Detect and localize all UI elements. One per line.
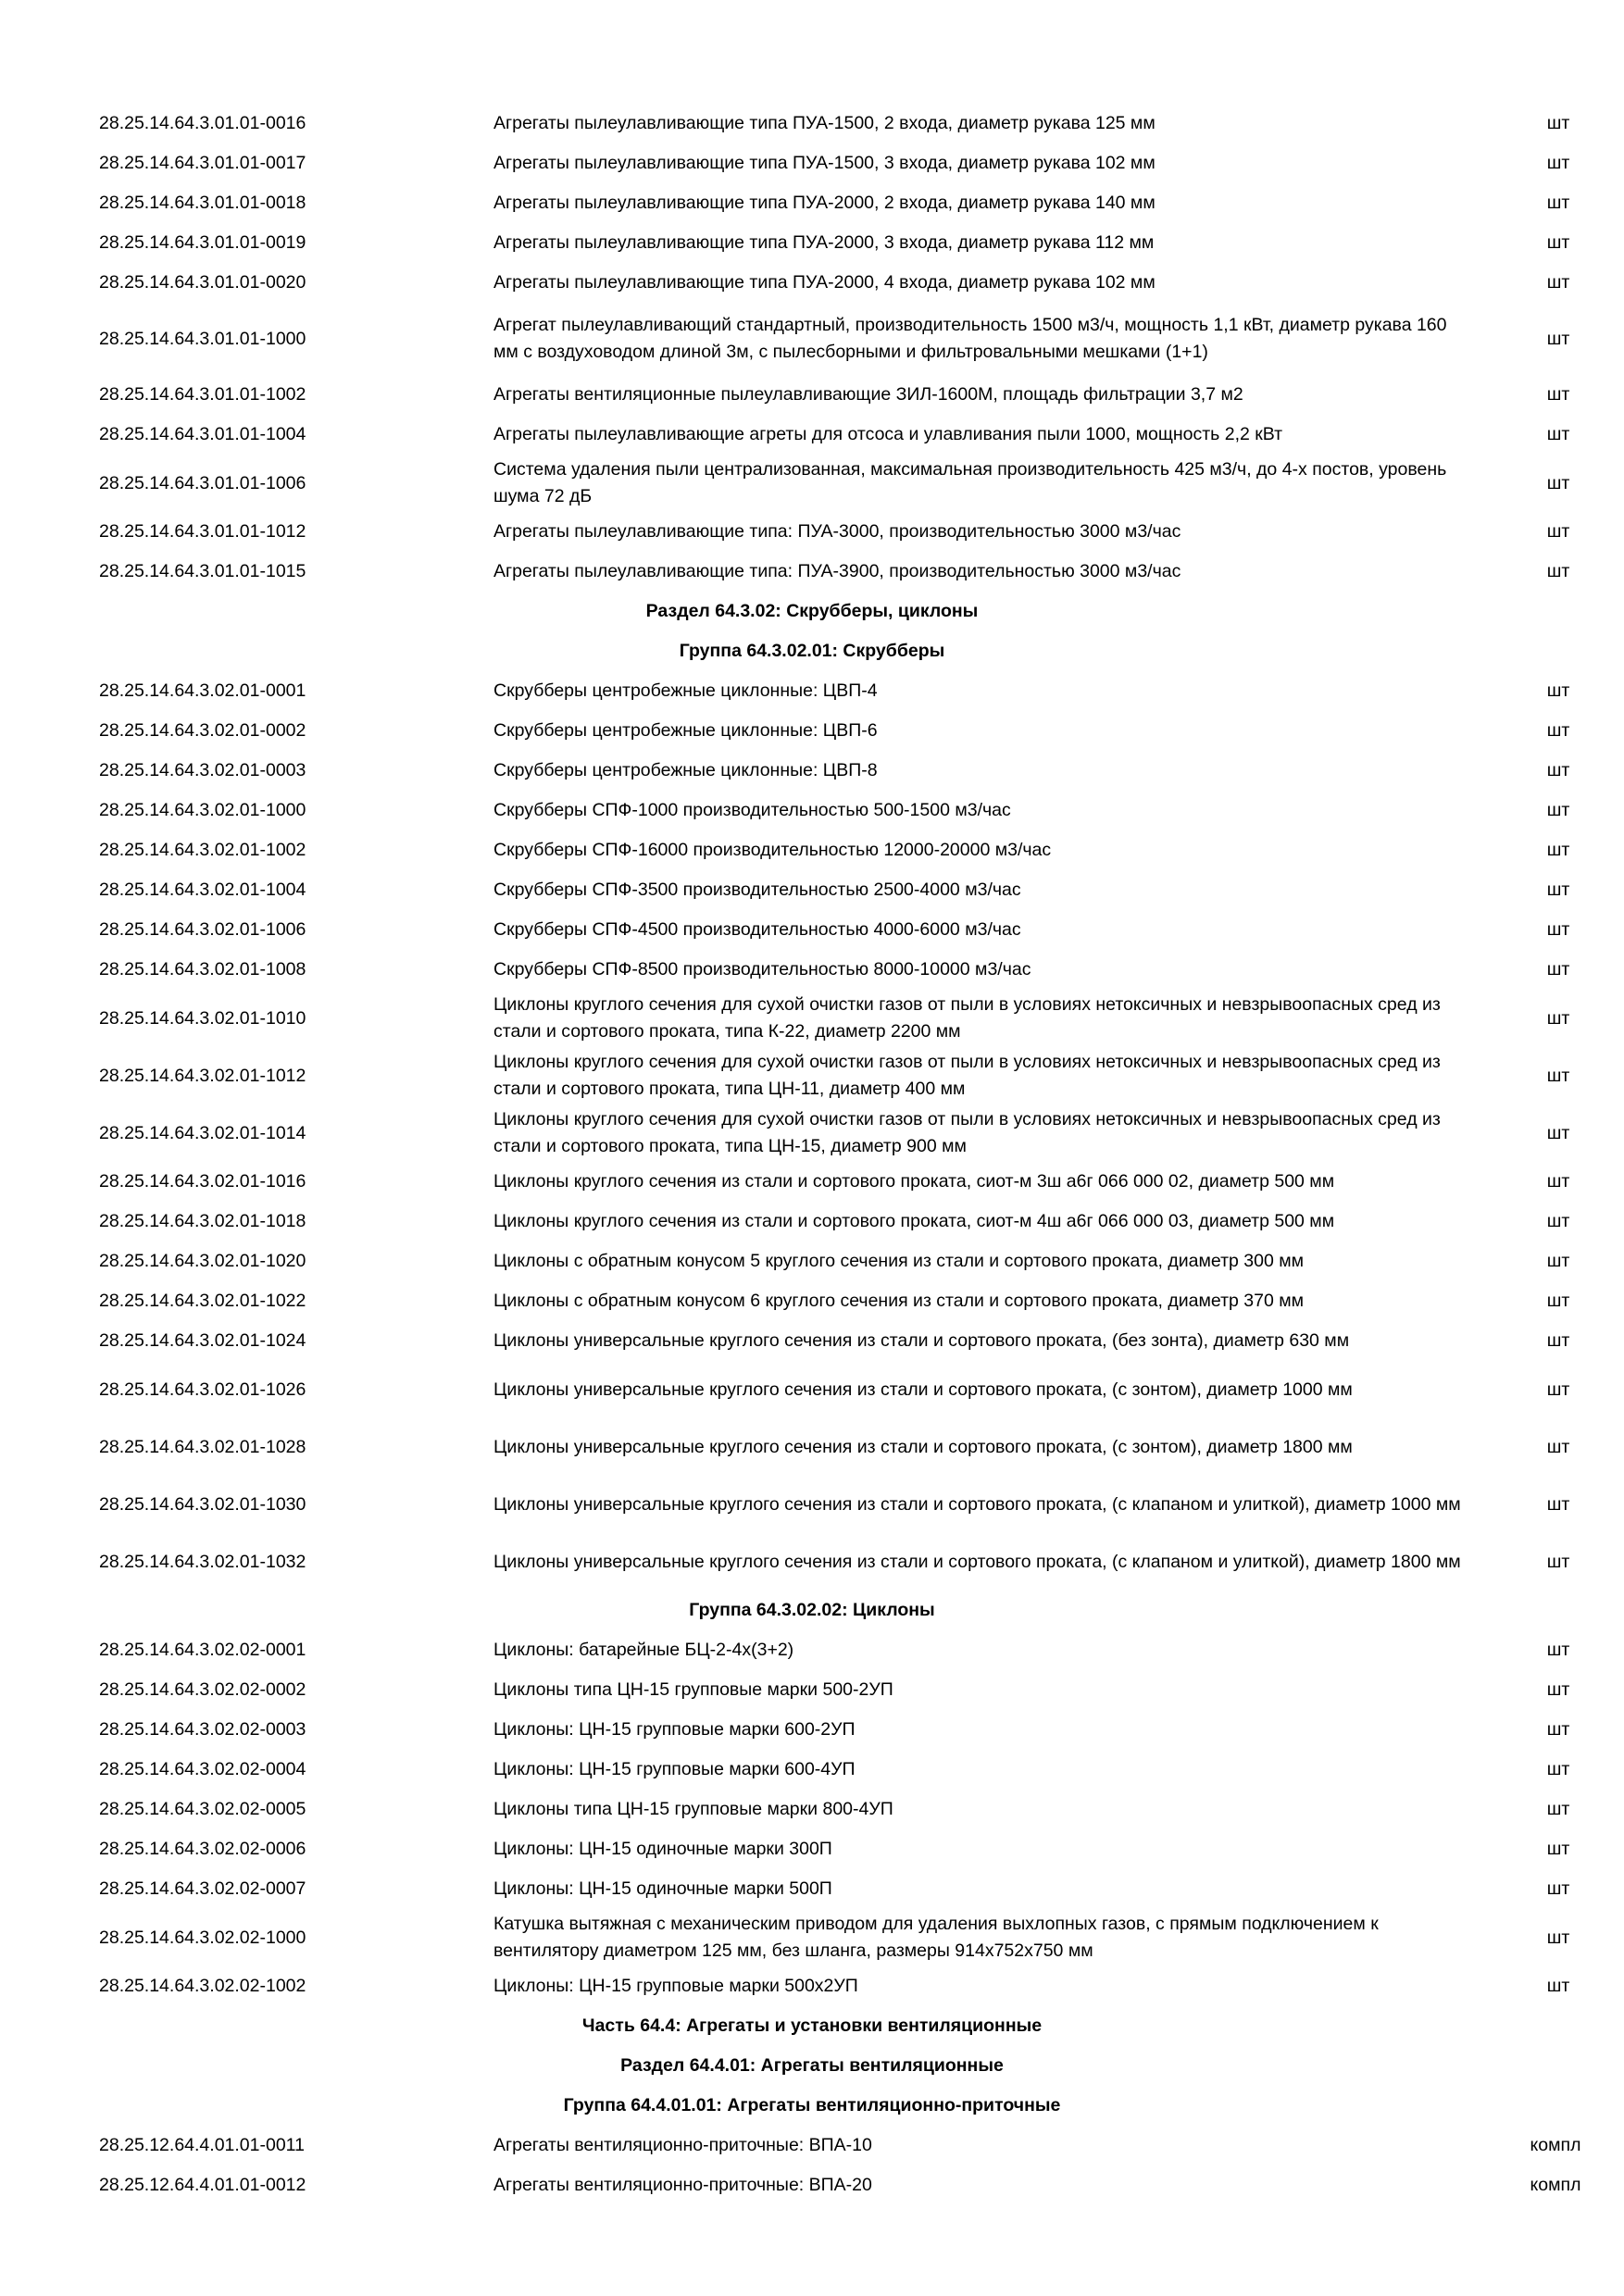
- resource-description: Циклоны универсальные круглого сечения из стали и сортового проката, (с зонтом), диаметр 1800 мм: [493, 1436, 1353, 1457]
- unit-of-measure: шт: [1546, 1211, 1570, 1231]
- section-heading: Группа 64.3.02.01: Скрубберы: [679, 641, 945, 661]
- resource-description: Скрубберы СПФ-3500 производительностью 2500-4000 м3/час: [493, 880, 1021, 900]
- unit-of-measure: шт: [1546, 1007, 1570, 1029]
- unit-of-measure: шт: [1546, 1839, 1570, 1859]
- unit-of-measure: шт: [1546, 1493, 1570, 1515]
- table-row: [0, 830, 1624, 870]
- table-row: [0, 263, 1624, 303]
- resource-description: Агрегаты пылеулавливающие типа ПУА-2000, 3 входа, диаметр рукава 112 мм: [493, 232, 1155, 253]
- resource-code: 28.25.14.64.3.02.01-1028: [99, 1436, 306, 1457]
- resource-code: 28.25.14.64.3.02.02-0002: [99, 1679, 306, 1700]
- table-row: [0, 1533, 1624, 1591]
- resource-description: Циклоны универсальные круглого сечения из стали и сортового проката, (с клапаном и улиткой), диаметр 1000 мм: [493, 1493, 1461, 1515]
- resource-description: Агрегаты пылеулавливающие типа ПУА-1500, 3 входа, диаметр рукава 102 мм: [493, 153, 1156, 173]
- resource-code: 28.25.14.64.3.02.01-1010: [99, 1007, 306, 1029]
- resource-code: 28.25.14.64.3.02.01-1020: [99, 1251, 306, 1271]
- table-row: [0, 1630, 1624, 1670]
- resource-description: Циклоны с обратным конусом 5 круглого сечения из стали и сортового проката, диаметр 300 мм: [493, 1251, 1305, 1271]
- resource-description: Агрегаты вентиляционно-приточные: ВПА-20: [493, 2175, 872, 2195]
- table-row: [0, 791, 1624, 830]
- resource-description: Циклоны: ЦН-15 одиночные марки 300П: [493, 1839, 832, 1859]
- resource-description: Циклоны универсальные круглого сечения из стали и сортового проката, (без зонта), диаметр 630 мм: [493, 1330, 1350, 1351]
- unit-of-measure: шт: [1546, 800, 1570, 820]
- table-row: [0, 1162, 1624, 1202]
- table-row: [0, 1242, 1624, 1281]
- resource-description: Агрегаты вентиляционно-приточные: ВПА-10: [493, 2135, 872, 2155]
- resource-description: Циклоны круглого сечения из стали и сортового проката, сиот-м 3ш а6г 066 000 02, диаметр 500 мм: [493, 1171, 1335, 1192]
- unit-of-measure: шт: [1546, 1330, 1570, 1351]
- price-list-table: [0, 104, 1624, 2205]
- resource-description: Циклоны типа ЦН-15 групповые марки 800-4УП: [493, 1799, 893, 1819]
- table-row: [0, 223, 1624, 263]
- unit-of-measure: шт: [1546, 720, 1570, 741]
- resource-code: 28.25.14.64.3.02.01-0001: [99, 680, 306, 701]
- unit-of-measure: шт: [1546, 1799, 1570, 1819]
- unit-of-measure: шт: [1546, 561, 1570, 581]
- table-row: [0, 1750, 1624, 1790]
- table-row: [0, 1047, 1624, 1104]
- unit-of-measure: шт: [1546, 193, 1570, 213]
- resource-code: 28.25.14.64.3.02.02-0004: [99, 1759, 306, 1779]
- resource-description: Система удаления пыли централизованная, максимальная производительность 425 м3/ч, до 4-х постов, уровень шума 72 дБ: [493, 459, 1447, 506]
- unit-of-measure: компл: [1530, 2135, 1581, 2155]
- unit-of-measure: шт: [1546, 680, 1570, 701]
- resource-description: Циклоны: ЦН-15 групповые марки 500х2УП: [493, 1976, 858, 1996]
- table-row: [0, 303, 1624, 375]
- resource-code: 28.25.14.64.3.02.02-0007: [99, 1878, 306, 1899]
- resource-description: Скрубберы СПФ-8500 производительностью 8000-10000 м3/час: [493, 959, 1031, 980]
- resource-code: 28.25.14.64.3.02.01-0002: [99, 720, 306, 741]
- table-row: [0, 950, 1624, 990]
- resource-description: Агрегат пылеулавливающий стандартный, производительность 1500 м3/ч, мощность 1,1 кВт, диаметр рукава 160 мм с воздуховодом длиной 3м, с пылесборными и фильтровальными мешками (1+1): [493, 315, 1447, 362]
- table-row: [0, 671, 1624, 711]
- table-row: [0, 990, 1624, 1047]
- unit-of-measure: шт: [1546, 1759, 1570, 1779]
- unit-of-measure: компл: [1530, 2175, 1581, 2195]
- table-row: [0, 1829, 1624, 1869]
- resource-description: Циклоны: батарейные БЦ-2-4х(3+2): [493, 1640, 794, 1660]
- resource-description: Циклоны типа ЦН-15 групповые марки 500-2УП: [493, 1679, 893, 1700]
- resource-code: 28.25.14.64.3.02.01-0003: [99, 760, 306, 780]
- table-row: [0, 104, 1624, 144]
- resource-description: Скрубберы СПФ-1000 производительностью 500-1500 м3/час: [493, 800, 1011, 820]
- table-row: [0, 1418, 1624, 1476]
- resource-code: 28.25.14.64.3.02.01-1030: [99, 1493, 306, 1515]
- table-row: [0, 711, 1624, 751]
- resource-code: 28.25.14.64.3.02.01-1014: [99, 1122, 306, 1143]
- resource-description: Агрегаты пылеулавливающие типа ПУА-1500, 2 входа, диаметр рукава 125 мм: [493, 113, 1156, 133]
- table-row: [0, 870, 1624, 910]
- unit-of-measure: шт: [1546, 424, 1570, 444]
- table-row: [0, 910, 1624, 950]
- resource-description: Агрегаты пылеулавливающие агреты для отсоса и улавливания пыли 1000, мощность 2,2 кВт: [493, 424, 1283, 444]
- table-row: [0, 1790, 1624, 1829]
- table-row: [0, 1202, 1624, 1242]
- resource-code: 28.25.14.64.3.01.01-0018: [99, 193, 306, 213]
- unit-of-measure: шт: [1546, 232, 1570, 253]
- unit-of-measure: шт: [1546, 1251, 1570, 1271]
- resource-description: Скрубберы центробежные циклонные: ЦВП-8: [493, 760, 878, 780]
- unit-of-measure: шт: [1546, 1679, 1570, 1700]
- resource-code: 28.25.14.64.3.02.02-1002: [99, 1976, 306, 1996]
- table-row: [0, 1710, 1624, 1750]
- section-heading: Раздел 64.4.01: Агрегаты вентиляционные: [620, 2055, 1004, 2076]
- resource-description: Циклоны круглого сечения для сухой очистки газов от пыли в условиях нетоксичных и невзрывоопасных сред из стали и сортового проката, типа ЦН-15, диаметр 900 мм: [493, 1109, 1441, 1156]
- unit-of-measure: шт: [1546, 880, 1570, 900]
- table-row: [0, 183, 1624, 223]
- resource-code: 28.25.14.64.3.01.01-1004: [99, 424, 306, 444]
- unit-of-measure: шт: [1546, 1927, 1570, 1948]
- resource-description: Катушка вытяжная с механическим приводом для удаления выхлопных газов, с прямым подключением к вентилятору диаметром 125 мм, без шланга, размеры 914х752х750 мм: [493, 1914, 1379, 1961]
- resource-description: Агрегаты пылеулавливающие типа: ПУА-3000, производительностью 3000 м3/час: [493, 521, 1181, 542]
- unit-of-measure: шт: [1546, 1719, 1570, 1740]
- unit-of-measure: шт: [1546, 919, 1570, 940]
- resource-description: Скрубберы СПФ-4500 производительностью 4000-6000 м3/час: [493, 919, 1021, 940]
- resource-code: 28.25.12.64.4.01.01-0012: [99, 2175, 306, 2195]
- table-row: [0, 1966, 1624, 2006]
- unit-of-measure: шт: [1546, 760, 1570, 780]
- table-row: [0, 2126, 1624, 2165]
- table-row: [0, 1104, 1624, 1162]
- unit-of-measure: шт: [1546, 1436, 1570, 1457]
- resource-code: 28.25.14.64.3.01.01-1015: [99, 561, 306, 581]
- resource-description: Циклоны: ЦН-15 одиночные марки 500П: [493, 1878, 832, 1899]
- unit-of-measure: шт: [1546, 521, 1570, 542]
- table-row: [0, 1281, 1624, 1321]
- resource-description: Агрегаты пылеулавливающие типа: ПУА-3900, производительностью 3000 м3/час: [493, 561, 1181, 581]
- table-row: [0, 1361, 1624, 1418]
- table-row: [0, 1476, 1624, 1533]
- resource-description: Циклоны универсальные круглого сечения из стали и сортового проката, (с зонтом), диаметр 1000 мм: [493, 1379, 1353, 1400]
- resource-code: 28.25.14.64.3.02.01-1012: [99, 1065, 306, 1086]
- unit-of-measure: шт: [1546, 840, 1570, 860]
- resource-code: 28.25.14.64.3.02.01-1016: [99, 1171, 306, 1192]
- resource-code: 28.25.14.64.3.02.01-1032: [99, 1551, 306, 1572]
- resource-description: Агрегаты пылеулавливающие типа ПУА-2000, 4 входа, диаметр рукава 102 мм: [493, 272, 1156, 293]
- resource-code: 28.25.14.64.3.01.01-0019: [99, 232, 306, 253]
- table-row: [0, 144, 1624, 183]
- resource-description: Циклоны круглого сечения для сухой очистки газов от пыли в условиях нетоксичных и невзрывоопасных сред из стали и сортового проката, типа ЦН-11, диаметр 400 мм: [493, 1052, 1441, 1099]
- section-heading: Группа 64.3.02.02: Циклоны: [689, 1600, 935, 1620]
- resource-code: 28.25.14.64.3.01.01-0020: [99, 272, 306, 293]
- table-row: [0, 415, 1624, 455]
- resource-code: 28.25.14.64.3.02.01-1004: [99, 880, 306, 900]
- unit-of-measure: шт: [1546, 384, 1570, 405]
- table-row: [0, 455, 1624, 512]
- unit-of-measure: шт: [1546, 272, 1570, 293]
- resource-description: Скрубберы СПФ-16000 производительностью 12000-20000 м3/час: [493, 840, 1052, 860]
- resource-code: 28.25.14.64.3.02.02-0006: [99, 1839, 306, 1859]
- resource-code: 28.25.14.64.3.02.01-1000: [99, 800, 306, 820]
- table-row: [0, 1869, 1624, 1909]
- resource-description: Агрегаты вентиляционные пылеулавливающие ЗИЛ-1600М, площадь фильтрации 3,7 м2: [493, 384, 1243, 405]
- unit-of-measure: шт: [1546, 1379, 1570, 1400]
- resource-description: Циклоны круглого сечения из стали и сортового проката, сиот-м 4ш а6г 066 000 03, диаметр 500 мм: [493, 1211, 1335, 1231]
- section-heading: Часть 64.4: Агрегаты и установки вентиляционные: [581, 2015, 1043, 2036]
- unit-of-measure: шт: [1546, 1640, 1570, 1660]
- unit-of-measure: шт: [1546, 1551, 1570, 1572]
- resource-code: 28.25.14.64.3.02.01-1006: [99, 919, 306, 940]
- resource-code: 28.25.14.64.3.02.01-1002: [99, 840, 306, 860]
- unit-of-measure: шт: [1546, 1976, 1570, 1996]
- resource-code: 28.25.12.64.4.01.01-0011: [99, 2135, 305, 2155]
- resource-code: 28.25.14.64.3.01.01-0016: [99, 113, 306, 133]
- table-row: [0, 2165, 1624, 2205]
- resource-code: 28.25.14.64.3.01.01-1002: [99, 384, 306, 405]
- unit-of-measure: шт: [1546, 113, 1570, 133]
- unit-of-measure: шт: [1546, 1171, 1570, 1192]
- resource-code: 28.25.14.64.3.02.02-0005: [99, 1799, 306, 1819]
- table-row: [0, 1670, 1624, 1710]
- unit-of-measure: шт: [1546, 472, 1570, 493]
- table-row: [0, 552, 1624, 592]
- unit-of-measure: шт: [1546, 1122, 1570, 1143]
- unit-of-measure: шт: [1546, 1291, 1570, 1311]
- table-row: [0, 512, 1624, 552]
- unit-of-measure: шт: [1546, 153, 1570, 173]
- table-row: [0, 375, 1624, 415]
- resource-code: 28.25.14.64.3.02.01-1008: [99, 959, 306, 980]
- resource-code: 28.25.14.64.3.01.01-1000: [99, 328, 306, 349]
- unit-of-measure: шт: [1546, 959, 1570, 980]
- table-row: [0, 751, 1624, 791]
- section-heading: Группа 64.4.01.01: Агрегаты вентиляционно-приточные: [563, 2095, 1061, 2115]
- resource-description: Агрегаты пылеулавливающие типа ПУА-2000, 2 входа, диаметр рукава 140 мм: [493, 193, 1156, 213]
- resource-code: 28.25.14.64.3.02.01-1026: [99, 1379, 306, 1400]
- resource-description: Циклоны: ЦН-15 групповые марки 600-4УП: [493, 1759, 856, 1779]
- table-row: [0, 1321, 1624, 1361]
- resource-code: 28.25.14.64.3.02.02-0001: [99, 1640, 306, 1660]
- resource-code: 28.25.14.64.3.02.02-1000: [99, 1927, 306, 1948]
- resource-description: Скрубберы центробежные циклонные: ЦВП-6: [493, 720, 878, 741]
- resource-description: Скрубберы центробежные циклонные: ЦВП-4: [493, 680, 878, 701]
- resource-code: 28.25.14.64.3.01.01-0017: [99, 153, 306, 173]
- resource-description: Циклоны круглого сечения для сухой очистки газов от пыли в условиях нетоксичных и невзрывоопасных сред из стали и сортового проката, типа К-22, диаметр 2200 мм: [493, 994, 1441, 1042]
- resource-code: 28.25.14.64.3.01.01-1006: [99, 472, 306, 493]
- resource-code: 28.25.14.64.3.02.01-1018: [99, 1211, 306, 1231]
- resource-code: 28.25.14.64.3.01.01-1012: [99, 521, 306, 542]
- section-heading: Раздел 64.3.02: Скрубберы, циклоны: [645, 601, 979, 621]
- resource-code: 28.25.14.64.3.02.02-0003: [99, 1719, 306, 1740]
- resource-code: 28.25.14.64.3.02.01-1024: [99, 1330, 306, 1351]
- resource-description: Циклоны универсальные круглого сечения из стали и сортового проката, (с клапаном и улиткой), диаметр 1800 мм: [493, 1551, 1461, 1572]
- resource-description: Циклоны: ЦН-15 групповые марки 600-2УП: [493, 1719, 856, 1740]
- unit-of-measure: шт: [1546, 1065, 1570, 1086]
- resource-code: 28.25.14.64.3.02.01-1022: [99, 1291, 306, 1311]
- unit-of-measure: шт: [1546, 328, 1570, 349]
- unit-of-measure: шт: [1546, 1878, 1570, 1899]
- table-row: [0, 1909, 1624, 1966]
- resource-description: Циклоны с обратным конусом 6 круглого сечения из стали и сортового проката, диаметр 370 мм: [493, 1291, 1305, 1311]
